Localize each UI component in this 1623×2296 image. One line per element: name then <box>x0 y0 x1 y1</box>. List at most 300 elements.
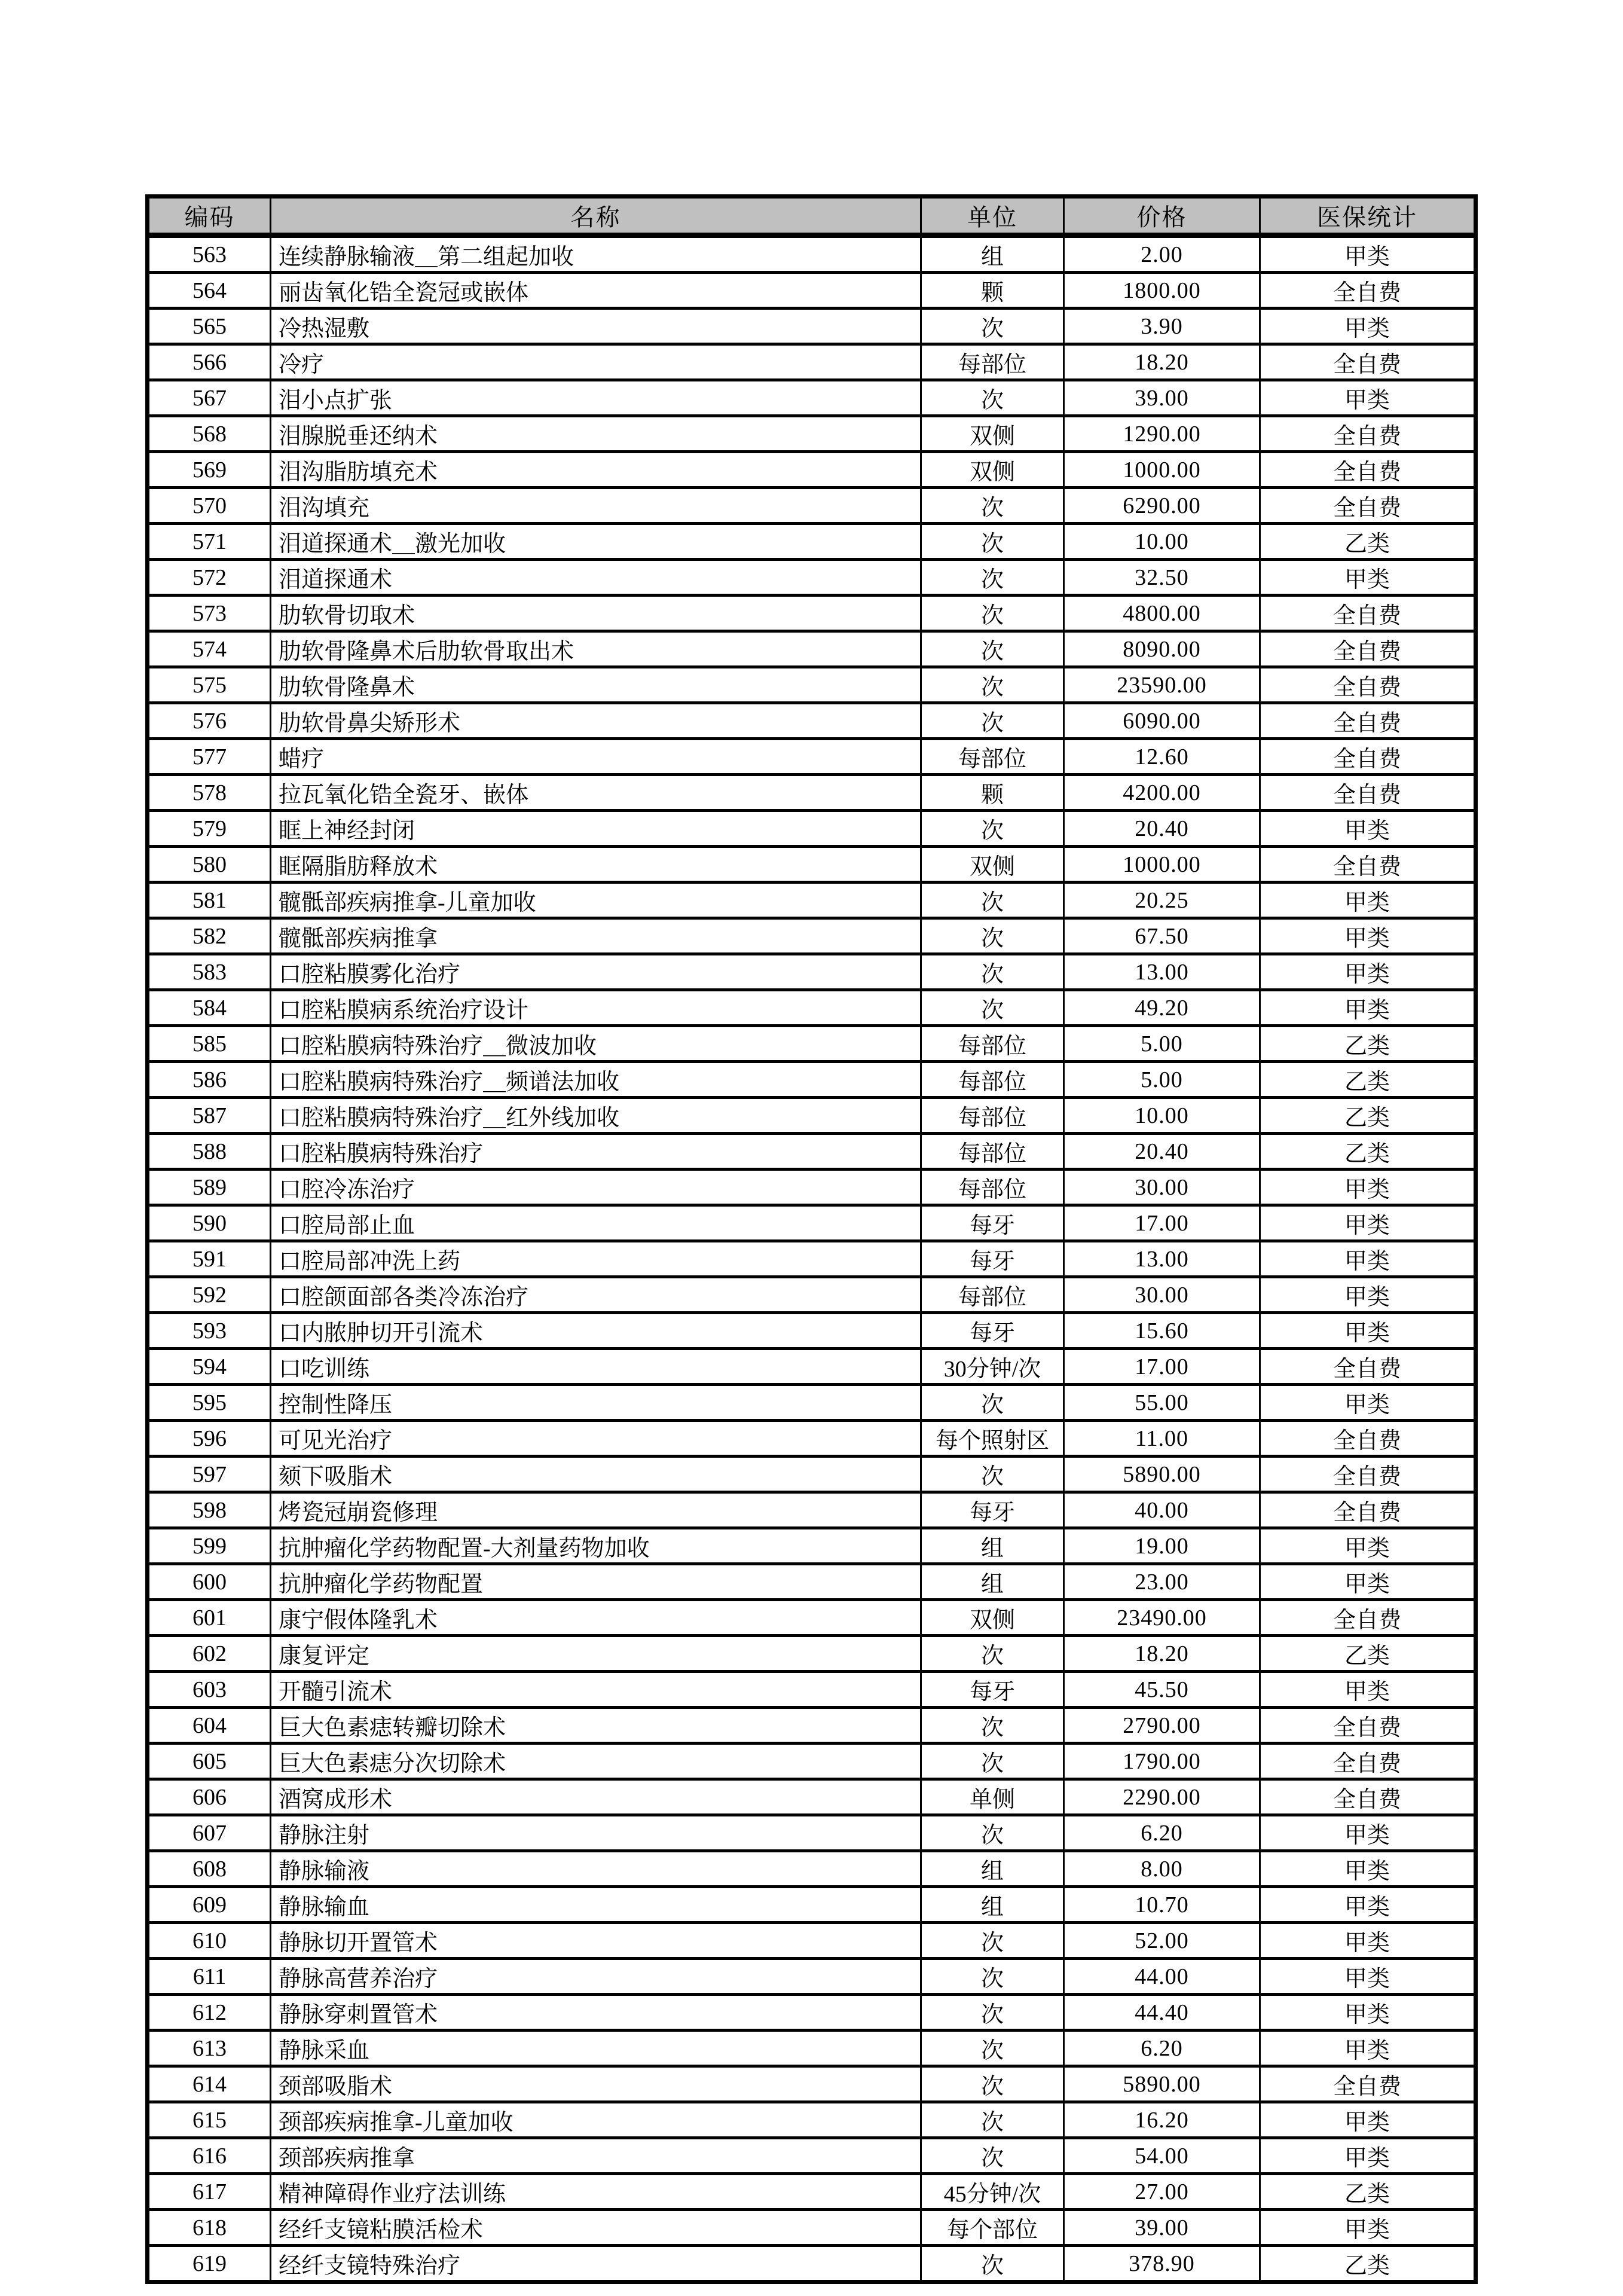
price-cell: 54.00 <box>1064 2138 1260 2174</box>
table-row <box>148 1349 1476 1385</box>
price-cell: 10.00 <box>1064 1098 1260 1134</box>
table-row <box>148 1528 1476 1564</box>
name-cell: 口腔颌面部各类冷冻治疗 <box>271 1277 921 1313</box>
price-cell: 20.25 <box>1064 883 1260 918</box>
code-cell: 571 <box>148 524 271 560</box>
table-row <box>148 1170 1476 1205</box>
table-row <box>148 452 1476 488</box>
price-cell: 13.00 <box>1064 1241 1260 1277</box>
insurance-cell: 全自费 <box>1260 344 1476 380</box>
price-cell: 5.00 <box>1064 1026 1260 1062</box>
table-row <box>148 273 1476 309</box>
price-cell: 23.00 <box>1064 1564 1260 1600</box>
insurance-cell: 甲类 <box>1260 918 1476 954</box>
price-cell: 17.00 <box>1064 1349 1260 1385</box>
price-cell: 40.00 <box>1064 1492 1260 1528</box>
insurance-cell: 全自费 <box>1260 847 1476 883</box>
insurance-cell: 乙类 <box>1260 2246 1476 2282</box>
unit-cell: 次 <box>921 596 1064 631</box>
code-cell: 589 <box>148 1170 271 1205</box>
insurance-cell: 全自费 <box>1260 1744 1476 1779</box>
code-cell: 599 <box>148 1528 271 1564</box>
insurance-cell: 甲类 <box>1260 1205 1476 1241</box>
insurance-cell: 甲类 <box>1260 1959 1476 1995</box>
insurance-cell: 乙类 <box>1260 1134 1476 1170</box>
code-cell: 617 <box>148 2174 271 2210</box>
price-cell: 5890.00 <box>1064 1457 1260 1492</box>
table-row <box>148 775 1476 811</box>
code-cell: 600 <box>148 1564 271 1600</box>
price-cell: 13.00 <box>1064 954 1260 990</box>
unit-cell: 每个照射区 <box>921 1421 1064 1457</box>
unit-cell: 次 <box>921 380 1064 416</box>
code-cell: 602 <box>148 1636 271 1672</box>
price-cell: 10.70 <box>1064 1887 1260 1923</box>
price-cell: 44.40 <box>1064 1995 1260 2031</box>
code-cell: 596 <box>148 1421 271 1457</box>
table-row <box>148 1995 1476 2031</box>
insurance-cell: 乙类 <box>1260 2174 1476 2210</box>
code-cell: 585 <box>148 1026 271 1062</box>
insurance-cell: 甲类 <box>1260 1528 1476 1564</box>
insurance-cell: 甲类 <box>1260 1277 1476 1313</box>
insurance-cell: 甲类 <box>1260 1313 1476 1349</box>
name-cell: 控制性降压 <box>271 1385 921 1421</box>
unit-cell: 次 <box>921 1995 1064 2031</box>
name-cell: 经纤支镜粘膜活检术 <box>271 2210 921 2246</box>
name-cell: 蜡疗 <box>271 739 921 775</box>
code-cell: 582 <box>148 918 271 954</box>
code-cell: 570 <box>148 488 271 524</box>
table-row <box>148 2210 1476 2246</box>
price-cell: 5.00 <box>1064 1062 1260 1098</box>
insurance-cell: 全自费 <box>1260 273 1476 309</box>
unit-cell: 次 <box>921 488 1064 524</box>
name-cell: 口内脓肿切开引流术 <box>271 1313 921 1349</box>
code-cell: 615 <box>148 2102 271 2138</box>
unit-cell: 45分钟/次 <box>921 2174 1064 2210</box>
table-row <box>148 1600 1476 1636</box>
table-row <box>148 2031 1476 2066</box>
column-header-name: 名称 <box>271 197 921 236</box>
name-cell: 颏下吸脂术 <box>271 1457 921 1492</box>
name-cell: 口腔局部冲洗上药 <box>271 1241 921 1277</box>
unit-cell: 组 <box>921 1528 1064 1564</box>
table-row <box>148 2174 1476 2210</box>
insurance-cell: 全自费 <box>1260 1349 1476 1385</box>
code-cell: 614 <box>148 2066 271 2102</box>
unit-cell: 每部位 <box>921 1098 1064 1134</box>
price-cell: 19.00 <box>1064 1528 1260 1564</box>
name-cell: 静脉采血 <box>271 2031 921 2066</box>
insurance-cell: 甲类 <box>1260 2031 1476 2066</box>
price-cell: 44.00 <box>1064 1959 1260 1995</box>
insurance-cell: 甲类 <box>1260 1887 1476 1923</box>
unit-cell: 每牙 <box>921 1241 1064 1277</box>
column-header-insurance: 医保统计 <box>1260 197 1476 236</box>
price-cell: 8090.00 <box>1064 631 1260 667</box>
code-cell: 618 <box>148 2210 271 2246</box>
name-cell: 口腔粘膜雾化治疗 <box>271 954 921 990</box>
insurance-cell: 甲类 <box>1260 1672 1476 1708</box>
code-cell: 594 <box>148 1349 271 1385</box>
unit-cell: 双侧 <box>921 847 1064 883</box>
unit-cell: 次 <box>921 1708 1064 1744</box>
price-cell: 49.20 <box>1064 990 1260 1026</box>
table-row <box>148 1923 1476 1959</box>
table-row <box>148 1636 1476 1672</box>
insurance-cell: 甲类 <box>1260 1170 1476 1205</box>
name-cell: 泪腺脱垂还纳术 <box>271 416 921 452</box>
unit-cell: 双侧 <box>921 452 1064 488</box>
name-cell: 连续静脉输液＿第二组起加收 <box>271 236 921 273</box>
name-cell: 颈部疾病推拿 <box>271 2138 921 2174</box>
insurance-cell: 全自费 <box>1260 631 1476 667</box>
name-cell: 眶隔脂肪释放术 <box>271 847 921 883</box>
code-cell: 586 <box>148 1062 271 1098</box>
price-cell: 3.90 <box>1064 309 1260 344</box>
unit-cell: 次 <box>921 883 1064 918</box>
table-row <box>148 560 1476 596</box>
table-row <box>148 1421 1476 1457</box>
name-cell: 巨大色素痣转瓣切除术 <box>271 1708 921 1744</box>
name-cell: 口腔粘膜病特殊治疗＿频谱法加收 <box>271 1062 921 1098</box>
unit-cell: 次 <box>921 2138 1064 2174</box>
unit-cell: 每部位 <box>921 1170 1064 1205</box>
table-row <box>148 883 1476 918</box>
price-cell: 32.50 <box>1064 560 1260 596</box>
table-row <box>148 2102 1476 2138</box>
name-cell: 泪道探通术＿激光加收 <box>271 524 921 560</box>
unit-cell: 每部位 <box>921 344 1064 380</box>
insurance-cell: 甲类 <box>1260 380 1476 416</box>
unit-cell: 组 <box>921 236 1064 273</box>
price-cell: 1800.00 <box>1064 273 1260 309</box>
table-row <box>148 1134 1476 1170</box>
code-cell: 604 <box>148 1708 271 1744</box>
price-cell: 30.00 <box>1064 1277 1260 1313</box>
price-cell: 52.00 <box>1064 1923 1260 1959</box>
insurance-cell: 乙类 <box>1260 1062 1476 1098</box>
price-cell: 45.50 <box>1064 1672 1260 1708</box>
unit-cell: 每牙 <box>921 1205 1064 1241</box>
name-cell: 巨大色素痣分次切除术 <box>271 1744 921 1779</box>
code-cell: 608 <box>148 1851 271 1887</box>
table-row <box>148 1672 1476 1708</box>
name-cell: 口腔冷冻治疗 <box>271 1170 921 1205</box>
unit-cell: 次 <box>921 667 1064 703</box>
unit-cell: 次 <box>921 524 1064 560</box>
unit-cell: 每牙 <box>921 1672 1064 1708</box>
insurance-cell: 全自费 <box>1260 739 1476 775</box>
table-row <box>148 1815 1476 1851</box>
name-cell: 泪沟填充 <box>271 488 921 524</box>
name-cell: 康复评定 <box>271 1636 921 1672</box>
table-row <box>148 309 1476 344</box>
insurance-cell: 甲类 <box>1260 1923 1476 1959</box>
table-row <box>148 1457 1476 1492</box>
code-cell: 575 <box>148 667 271 703</box>
unit-cell: 次 <box>921 1959 1064 1995</box>
unit-cell: 次 <box>921 2102 1064 2138</box>
name-cell: 冷热湿敷 <box>271 309 921 344</box>
unit-cell: 次 <box>921 1636 1064 1672</box>
table-row <box>148 236 1476 273</box>
table-row <box>148 1277 1476 1313</box>
name-cell: 静脉输液 <box>271 1851 921 1887</box>
table-row <box>148 918 1476 954</box>
insurance-cell: 甲类 <box>1260 1851 1476 1887</box>
unit-cell: 次 <box>921 2246 1064 2282</box>
price-cell: 1790.00 <box>1064 1744 1260 1779</box>
price-cell: 30.00 <box>1064 1170 1260 1205</box>
medical-price-table <box>145 194 1478 2284</box>
price-cell: 1000.00 <box>1064 452 1260 488</box>
price-cell: 4800.00 <box>1064 596 1260 631</box>
unit-cell: 次 <box>921 1815 1064 1851</box>
code-cell: 610 <box>148 1923 271 1959</box>
price-cell: 17.00 <box>1064 1205 1260 1241</box>
price-cell: 2.00 <box>1064 236 1260 273</box>
code-cell: 612 <box>148 1995 271 2031</box>
insurance-cell: 甲类 <box>1260 1815 1476 1851</box>
unit-cell: 次 <box>921 631 1064 667</box>
name-cell: 髋骶部疾病推拿 <box>271 918 921 954</box>
unit-cell: 次 <box>921 811 1064 847</box>
table-row <box>148 488 1476 524</box>
insurance-cell: 全自费 <box>1260 416 1476 452</box>
unit-cell: 次 <box>921 1744 1064 1779</box>
table-row <box>148 1887 1476 1923</box>
table-row <box>148 1564 1476 1600</box>
name-cell: 口腔局部止血 <box>271 1205 921 1241</box>
unit-cell: 每牙 <box>921 1492 1064 1528</box>
code-cell: 597 <box>148 1457 271 1492</box>
insurance-cell: 甲类 <box>1260 954 1476 990</box>
price-cell: 6290.00 <box>1064 488 1260 524</box>
unit-cell: 每部位 <box>921 1062 1064 1098</box>
table-row <box>148 1492 1476 1528</box>
price-cell: 27.00 <box>1064 2174 1260 2210</box>
code-cell: 598 <box>148 1492 271 1528</box>
code-cell: 579 <box>148 811 271 847</box>
code-cell: 588 <box>148 1134 271 1170</box>
name-cell: 肋软骨隆鼻术后肋软骨取出术 <box>271 631 921 667</box>
name-cell: 丽齿氧化锆全瓷冠或嵌体 <box>271 273 921 309</box>
price-cell: 39.00 <box>1064 2210 1260 2246</box>
code-cell: 568 <box>148 416 271 452</box>
table-row <box>148 380 1476 416</box>
code-cell: 595 <box>148 1385 271 1421</box>
price-cell: 6090.00 <box>1064 703 1260 739</box>
name-cell: 口腔粘膜病特殊治疗＿微波加收 <box>271 1026 921 1062</box>
unit-cell: 次 <box>921 2031 1064 2066</box>
table-row <box>148 2066 1476 2102</box>
code-cell: 591 <box>148 1241 271 1277</box>
price-cell: 6.20 <box>1064 1815 1260 1851</box>
unit-cell: 次 <box>921 990 1064 1026</box>
price-cell: 8.00 <box>1064 1851 1260 1887</box>
code-cell: 577 <box>148 739 271 775</box>
table-row <box>148 847 1476 883</box>
code-cell: 580 <box>148 847 271 883</box>
unit-cell: 次 <box>921 954 1064 990</box>
name-cell: 颈部疾病推拿-儿童加收 <box>271 2102 921 2138</box>
code-cell: 564 <box>148 273 271 309</box>
code-cell: 609 <box>148 1887 271 1923</box>
price-cell: 2290.00 <box>1064 1779 1260 1815</box>
insurance-cell: 全自费 <box>1260 1492 1476 1528</box>
price-cell: 67.50 <box>1064 918 1260 954</box>
price-cell: 18.20 <box>1064 1636 1260 1672</box>
unit-cell: 组 <box>921 1564 1064 1600</box>
insurance-cell: 甲类 <box>1260 811 1476 847</box>
price-cell: 15.60 <box>1064 1313 1260 1349</box>
price-cell: 23590.00 <box>1064 667 1260 703</box>
column-header-unit: 单位 <box>921 197 1064 236</box>
name-cell: 经纤支镜特殊治疗 <box>271 2246 921 2282</box>
name-cell: 泪沟脂肪填充术 <box>271 452 921 488</box>
unit-cell: 次 <box>921 2066 1064 2102</box>
unit-cell: 双侧 <box>921 416 1064 452</box>
code-cell: 611 <box>148 1959 271 1995</box>
code-cell: 613 <box>148 2031 271 2066</box>
price-cell: 12.60 <box>1064 739 1260 775</box>
table-row <box>148 811 1476 847</box>
price-cell: 39.00 <box>1064 380 1260 416</box>
code-cell: 592 <box>148 1277 271 1313</box>
insurance-cell: 全自费 <box>1260 1708 1476 1744</box>
table-row <box>148 631 1476 667</box>
table-row <box>148 1779 1476 1815</box>
insurance-cell: 甲类 <box>1260 990 1476 1026</box>
unit-cell: 每牙 <box>921 1313 1064 1349</box>
insurance-cell: 全自费 <box>1260 667 1476 703</box>
name-cell: 拉瓦氧化锆全瓷牙、嵌体 <box>271 775 921 811</box>
unit-cell: 次 <box>921 703 1064 739</box>
table-row <box>148 1959 1476 1995</box>
table-row <box>148 2246 1476 2282</box>
unit-cell: 组 <box>921 1887 1064 1923</box>
table-row <box>148 1026 1476 1062</box>
insurance-cell: 甲类 <box>1260 2138 1476 2174</box>
name-cell: 肋软骨鼻尖矫形术 <box>271 703 921 739</box>
insurance-cell: 甲类 <box>1260 2210 1476 2246</box>
table-row <box>148 1313 1476 1349</box>
table-row <box>148 2138 1476 2174</box>
name-cell: 康宁假体隆乳术 <box>271 1600 921 1636</box>
insurance-cell: 甲类 <box>1260 883 1476 918</box>
code-cell: 601 <box>148 1600 271 1636</box>
insurance-cell: 甲类 <box>1260 560 1476 596</box>
table-row <box>148 1205 1476 1241</box>
table-row <box>148 954 1476 990</box>
price-cell: 23490.00 <box>1064 1600 1260 1636</box>
name-cell: 开髓引流术 <box>271 1672 921 1708</box>
insurance-cell: 全自费 <box>1260 1421 1476 1457</box>
code-cell: 593 <box>148 1313 271 1349</box>
insurance-cell: 全自费 <box>1260 596 1476 631</box>
unit-cell: 次 <box>921 1385 1064 1421</box>
insurance-cell: 甲类 <box>1260 1241 1476 1277</box>
unit-cell: 颗 <box>921 775 1064 811</box>
price-cell: 10.00 <box>1064 524 1260 560</box>
name-cell: 可见光治疗 <box>271 1421 921 1457</box>
insurance-cell: 甲类 <box>1260 309 1476 344</box>
table-row <box>148 739 1476 775</box>
price-cell: 6.20 <box>1064 2031 1260 2066</box>
table-row <box>148 1241 1476 1277</box>
insurance-cell: 甲类 <box>1260 1564 1476 1600</box>
unit-cell: 次 <box>921 560 1064 596</box>
code-cell: 603 <box>148 1672 271 1708</box>
code-cell: 565 <box>148 309 271 344</box>
name-cell: 静脉注射 <box>271 1815 921 1851</box>
name-cell: 抗肿瘤化学药物配置-大剂量药物加收 <box>271 1528 921 1564</box>
name-cell: 髋骶部疾病推拿-儿童加收 <box>271 883 921 918</box>
code-cell: 563 <box>148 236 271 273</box>
column-header-code: 编码 <box>148 197 271 236</box>
unit-cell: 每部位 <box>921 1026 1064 1062</box>
name-cell: 眶上神经封闭 <box>271 811 921 847</box>
table-row <box>148 703 1476 739</box>
code-cell: 619 <box>148 2246 271 2282</box>
unit-cell: 双侧 <box>921 1600 1064 1636</box>
table-row <box>148 416 1476 452</box>
code-cell: 581 <box>148 883 271 918</box>
name-cell: 酒窝成形术 <box>271 1779 921 1815</box>
insurance-cell: 乙类 <box>1260 1636 1476 1672</box>
name-cell: 口腔粘膜病系统治疗设计 <box>271 990 921 1026</box>
code-cell: 567 <box>148 380 271 416</box>
code-cell: 590 <box>148 1205 271 1241</box>
column-header-price: 价格 <box>1064 197 1260 236</box>
table-row <box>148 1851 1476 1887</box>
code-cell: 566 <box>148 344 271 380</box>
insurance-cell: 全自费 <box>1260 1779 1476 1815</box>
code-cell: 583 <box>148 954 271 990</box>
unit-cell: 单侧 <box>921 1779 1064 1815</box>
name-cell: 口腔粘膜病特殊治疗 <box>271 1134 921 1170</box>
name-cell: 口吃训练 <box>271 1349 921 1385</box>
code-cell: 587 <box>148 1098 271 1134</box>
header-row <box>148 197 1476 236</box>
insurance-cell: 乙类 <box>1260 1026 1476 1062</box>
insurance-cell: 全自费 <box>1260 1600 1476 1636</box>
unit-cell: 次 <box>921 1457 1064 1492</box>
unit-cell: 30分钟/次 <box>921 1349 1064 1385</box>
code-cell: 606 <box>148 1779 271 1815</box>
insurance-cell: 全自费 <box>1260 703 1476 739</box>
price-cell: 378.90 <box>1064 2246 1260 2282</box>
name-cell: 静脉高营养治疗 <box>271 1959 921 1995</box>
name-cell: 静脉穿刺置管术 <box>271 1995 921 2031</box>
price-cell: 11.00 <box>1064 1421 1260 1457</box>
insurance-cell: 甲类 <box>1260 2102 1476 2138</box>
unit-cell: 颗 <box>921 273 1064 309</box>
unit-cell: 次 <box>921 918 1064 954</box>
name-cell: 泪小点扩张 <box>271 380 921 416</box>
code-cell: 573 <box>148 596 271 631</box>
table-row <box>148 344 1476 380</box>
insurance-cell: 乙类 <box>1260 524 1476 560</box>
price-cell: 55.00 <box>1064 1385 1260 1421</box>
code-cell: 572 <box>148 560 271 596</box>
price-cell: 2790.00 <box>1064 1708 1260 1744</box>
unit-cell: 组 <box>921 1851 1064 1887</box>
table-row <box>148 990 1476 1026</box>
name-cell: 抗肿瘤化学药物配置 <box>271 1564 921 1600</box>
